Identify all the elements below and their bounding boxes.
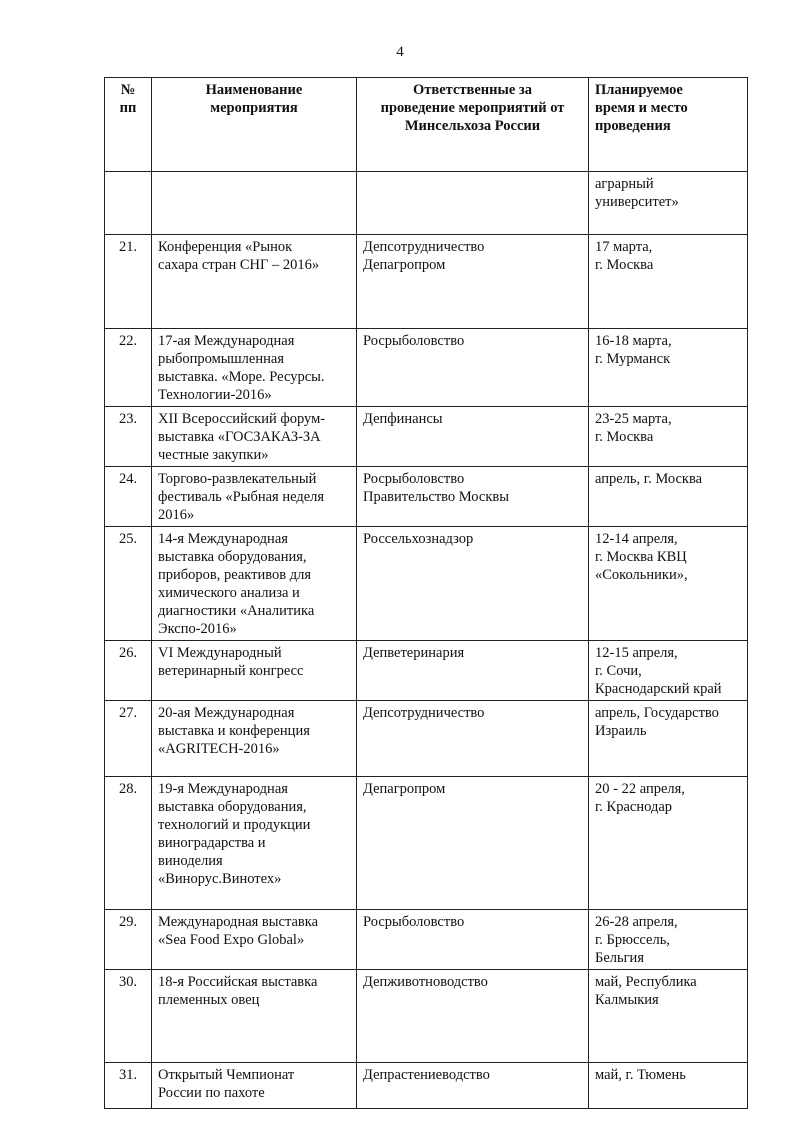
cell-responsible: Депсотрудничество Депагропром <box>357 235 589 329</box>
table-row <box>105 329 748 407</box>
header-responsible: Ответственные за проведение мероприятий от Минсельхоза России <box>357 78 589 172</box>
cell-num: 30. <box>105 970 152 1063</box>
table-row <box>105 527 748 641</box>
continuation-row <box>105 172 748 235</box>
cell-time-place: май, Республика Калмыкия <box>589 970 748 1063</box>
header-name: Наименование мероприятия <box>152 78 357 172</box>
cell-name: 20-ая Международная выставка и конференция «AGRITECH-2016» <box>152 701 357 777</box>
cell-name <box>152 172 357 235</box>
cell-name: Конференция «Рынок сахара стран СНГ – 2016» <box>152 235 357 329</box>
table-row <box>105 970 748 1063</box>
table-row <box>105 910 748 970</box>
cell-responsible: Депфинансы <box>357 407 589 467</box>
cell-num: 25. <box>105 527 152 641</box>
cell-time-place: апрель, г. Москва <box>589 467 748 527</box>
cell-name: 18-я Российская выставка племенных овец <box>152 970 357 1063</box>
cell-responsible: Депрастениеводство <box>357 1063 589 1109</box>
cell-num: 21. <box>105 235 152 329</box>
cell-responsible: Росрыболовство <box>357 910 589 970</box>
cell-time-place: 20 - 22 апреля, г. Краснодар <box>589 777 748 910</box>
cell-responsible: Депсотрудничество <box>357 701 589 777</box>
table-row <box>105 701 748 777</box>
cell-num: 26. <box>105 641 152 701</box>
cell-responsible <box>357 172 589 235</box>
cell-time-place: 16-18 марта, г. Мурманск <box>589 329 748 407</box>
table-row <box>105 1063 748 1109</box>
cell-time-place: 23-25 марта, г. Москва <box>589 407 748 467</box>
cell-name: XII Всероссийский форум- выставка «ГОСЗАКАЗ-ЗА честные закупки» <box>152 407 357 467</box>
cell-name: 14-я Международная выставка оборудования, приборов, реактивов для химического анализа и диагностики «Аналитика Экспо-2016» <box>152 527 357 641</box>
events-table <box>104 77 748 1109</box>
cell-responsible: Росрыболовство <box>357 329 589 407</box>
table-row <box>105 407 748 467</box>
cell-name: 19-я Международная выставка оборудования, технологий и продукции виноградарства и виноделия «Винорус.Винотех» <box>152 777 357 910</box>
cell-time-place: май, г. Тюмень <box>589 1063 748 1109</box>
cell-name: 17-ая Международная рыбопромышленная выставка. «Море. Ресурсы. Технологии-2016» <box>152 329 357 407</box>
table-row <box>105 777 748 910</box>
cell-num: 23. <box>105 407 152 467</box>
cell-name: Международная выставка «Sea Food Expo Global» <box>152 910 357 970</box>
table-row <box>105 235 748 329</box>
cell-responsible: Депагропром <box>357 777 589 910</box>
cell-time-place: 12-14 апреля, г. Москва КВЦ «Сокольники», <box>589 527 748 641</box>
cell-time-place: 17 марта, г. Москва <box>589 235 748 329</box>
cell-num: 24. <box>105 467 152 527</box>
table-row <box>105 467 748 527</box>
cell-time-place: апрель, Государство Израиль <box>589 701 748 777</box>
cell-num: 22. <box>105 329 152 407</box>
cell-name: Открытый Чемпионат России по пахоте <box>152 1063 357 1109</box>
header-num: № пп <box>105 78 152 172</box>
cell-name: VI Международный ветеринарный конгресс <box>152 641 357 701</box>
cell-time-place: 26-28 апреля, г. Брюссель, Бельгия <box>589 910 748 970</box>
page-number: 4 <box>396 44 404 60</box>
cell-num <box>105 172 152 235</box>
cell-responsible: Депветеринария <box>357 641 589 701</box>
cell-time-place: аграрный университет» <box>589 172 748 235</box>
cell-time-place: 12-15 апреля, г. Сочи, Краснодарский край <box>589 641 748 701</box>
table-row <box>105 641 748 701</box>
cell-num: 27. <box>105 701 152 777</box>
cell-responsible: Депживотноводство <box>357 970 589 1063</box>
table-header-row <box>105 78 748 172</box>
cell-responsible: Россельхознадзор <box>357 527 589 641</box>
cell-num: 29. <box>105 910 152 970</box>
header-time-place: Планируемое время и место проведения <box>589 78 748 172</box>
cell-num: 31. <box>105 1063 152 1109</box>
cell-num: 28. <box>105 777 152 910</box>
cell-responsible: Росрыболовство Правительство Москвы <box>357 467 589 527</box>
cell-name: Торгово-развлекательный фестиваль «Рыбная неделя 2016» <box>152 467 357 527</box>
